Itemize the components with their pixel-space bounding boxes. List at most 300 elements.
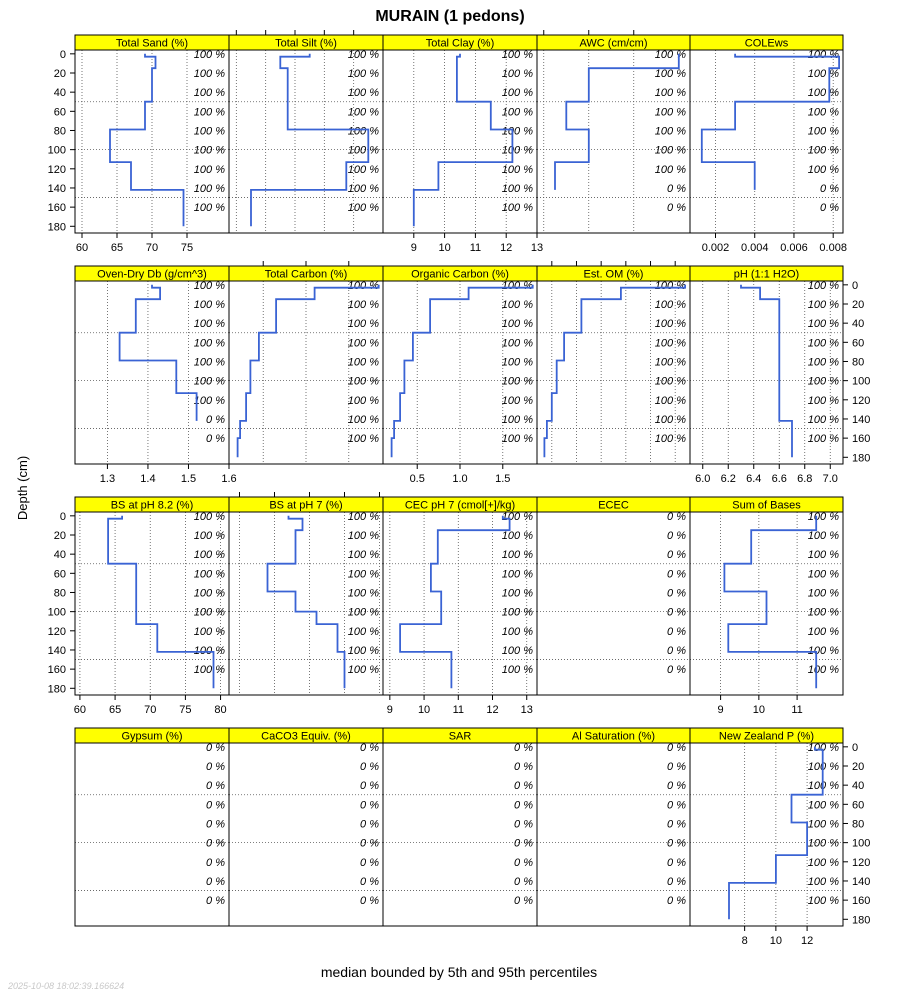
panel-ecec	[537, 497, 690, 695]
pct-label: 100 %	[347, 163, 379, 176]
panel-strip-label: BS at pH 7 (%)	[269, 499, 343, 512]
pct-label: 100 %	[807, 587, 839, 600]
panel-sar	[383, 728, 537, 926]
pct-label: 100 %	[807, 375, 839, 388]
pct-label: 100 %	[501, 318, 533, 331]
median-line	[414, 54, 513, 227]
pct-label: 0 %	[206, 433, 225, 446]
pct-label: 0 %	[514, 741, 533, 754]
pct-label: 0 %	[360, 818, 379, 831]
y-tick-label: 160	[852, 433, 871, 446]
pct-label: 0 %	[514, 818, 533, 831]
x-tick-label: 9	[717, 704, 724, 716]
pct-label: 100 %	[347, 337, 379, 350]
pct-label: 100 %	[347, 48, 379, 61]
panel-organic-carbon	[383, 266, 537, 485]
x-tick-label: 12	[800, 935, 814, 947]
panel-strip-label: ECEC	[598, 499, 629, 512]
pct-label: 100 %	[347, 298, 379, 311]
pct-label: 0 %	[820, 182, 839, 195]
pct-label: 100 %	[347, 664, 379, 677]
pct-label: 100 %	[654, 298, 686, 311]
pct-label: 0 %	[514, 837, 533, 850]
panel-oven-dry-db-g-cm-3	[75, 266, 237, 485]
pct-label: 100 %	[807, 163, 839, 176]
pct-label: 0 %	[360, 875, 379, 888]
pct-label: 100 %	[193, 337, 225, 350]
pct-label: 100 %	[501, 106, 533, 119]
pct-label: 0 %	[206, 413, 225, 426]
x-tick-label: 1.6	[221, 473, 237, 485]
pct-label: 100 %	[501, 510, 533, 523]
depth-axis-row-1	[843, 280, 870, 464]
x-tick-label: 1.5	[180, 473, 197, 485]
pct-label: 100 %	[347, 587, 379, 600]
y-tick-label: 160	[852, 895, 871, 908]
pct-label: 0 %	[206, 780, 225, 793]
x-tick-label: 6.4	[746, 473, 762, 485]
pct-label: 100 %	[193, 606, 225, 619]
pct-label: 0 %	[667, 510, 686, 523]
pct-label: 100 %	[347, 375, 379, 388]
x-tick-label: 60	[75, 242, 89, 254]
y-tick-label: 160	[47, 202, 66, 215]
panel-new-zealand-p	[690, 728, 843, 947]
y-tick-label: 120	[852, 856, 871, 869]
pct-label: 100 %	[807, 529, 839, 542]
y-tick-label: 20	[53, 67, 66, 80]
pct-label: 100 %	[654, 433, 686, 446]
pct-label: 100 %	[807, 279, 839, 292]
pct-label: 100 %	[807, 875, 839, 888]
y-tick-label: 120	[47, 625, 66, 638]
panel-strip-label: CEC pH 7 (cmol[+]/kg)	[404, 499, 516, 512]
pct-label: 100 %	[193, 356, 225, 369]
x-tick-label: 13	[520, 704, 533, 716]
pct-label: 0 %	[667, 664, 686, 677]
panel-strip-label: SAR	[448, 730, 472, 743]
pct-label: 100 %	[193, 394, 225, 407]
pct-label: 0 %	[667, 182, 686, 195]
pct-label: 100 %	[654, 67, 686, 80]
pct-label: 100 %	[654, 106, 686, 119]
pct-label: 0 %	[360, 837, 379, 850]
panel-grid	[48, 30, 871, 947]
pct-label: 100 %	[654, 279, 686, 292]
pct-label: 100 %	[347, 87, 379, 100]
x-tick-label: 10	[417, 704, 431, 716]
panel-strip-label: Gypsum (%)	[121, 730, 183, 743]
panel-ph-1-1-h2o	[690, 266, 843, 485]
pct-label: 100 %	[807, 298, 839, 311]
panel-strip-label: CaCO3 Equiv. (%)	[261, 730, 351, 743]
pct-label: 100 %	[807, 106, 839, 119]
pct-label: 0 %	[667, 837, 686, 850]
y-tick-label: 60	[852, 337, 865, 350]
pct-label: 100 %	[501, 48, 533, 61]
y-tick-label: 40	[852, 318, 865, 331]
pct-label: 100 %	[654, 163, 686, 176]
pct-label: 0 %	[206, 741, 225, 754]
panel-strip-label: Oven-Dry Db (g/cm^3)	[97, 268, 207, 281]
pct-label: 0 %	[206, 837, 225, 850]
y-tick-label: 120	[852, 394, 871, 407]
x-tick-label: 70	[144, 704, 157, 716]
pct-label: 0 %	[360, 895, 379, 908]
pct-label: 0 %	[514, 780, 533, 793]
y-tick-label: 180	[47, 221, 66, 234]
pct-label: 100 %	[193, 529, 225, 542]
pct-label: 0 %	[667, 529, 686, 542]
pct-label: 100 %	[807, 87, 839, 100]
pct-label: 100 %	[807, 394, 839, 407]
pct-label: 100 %	[807, 606, 839, 619]
pct-label: 0 %	[820, 202, 839, 215]
pct-label: 0 %	[667, 895, 686, 908]
pct-label: 100 %	[347, 279, 379, 292]
y-tick-label: 0	[59, 510, 66, 523]
pct-label: 100 %	[807, 510, 839, 523]
panel-strip-label: AWC (cm/cm)	[579, 37, 648, 50]
pct-label: 0 %	[667, 856, 686, 869]
pct-label: 100 %	[193, 568, 225, 581]
pct-label: 100 %	[654, 413, 686, 426]
pct-label: 0 %	[206, 818, 225, 831]
median-line	[120, 285, 197, 421]
panel-strip-label: COLEws	[744, 37, 789, 50]
x-tick-label: 11	[452, 704, 464, 716]
x-tick-label: 0.5	[409, 473, 425, 485]
x-tick-label: 1.4	[140, 473, 156, 485]
pct-label: 100 %	[193, 48, 225, 61]
pct-label: 100 %	[654, 318, 686, 331]
y-tick-label: 40	[852, 780, 865, 793]
pct-label: 0 %	[667, 799, 686, 812]
pct-label: 100 %	[501, 644, 533, 657]
panel-bs-at-ph-7	[229, 492, 383, 695]
pct-label: 100 %	[347, 356, 379, 369]
pct-label: 100 %	[193, 125, 225, 138]
pct-label: 100 %	[654, 87, 686, 100]
pct-label: 100 %	[347, 644, 379, 657]
pct-label: 0 %	[667, 741, 686, 754]
pct-label: 100 %	[654, 356, 686, 369]
x-tick-label: 60	[73, 704, 87, 716]
pct-label: 100 %	[193, 87, 225, 100]
pct-label: 100 %	[501, 202, 533, 215]
pct-label: 100 %	[501, 568, 533, 581]
y-tick-label: 180	[47, 683, 66, 696]
x-tick-label: 70	[145, 242, 159, 254]
y-tick-label: 100	[47, 606, 66, 619]
pct-label: 100 %	[501, 394, 533, 407]
pct-label: 0 %	[667, 202, 686, 215]
y-tick-label: 60	[53, 568, 66, 581]
pct-label: 100 %	[193, 644, 225, 657]
depth-axis-row-3	[843, 742, 870, 926]
pct-label: 100 %	[193, 510, 225, 523]
pct-label: 0 %	[514, 760, 533, 773]
pct-label: 100 %	[347, 182, 379, 195]
pct-label: 100 %	[501, 298, 533, 311]
pct-label: 100 %	[654, 337, 686, 350]
pct-label: 100 %	[501, 433, 533, 446]
pct-label: 100 %	[807, 780, 839, 793]
pct-label: 100 %	[807, 337, 839, 350]
x-tick-label: 0.008	[819, 242, 847, 254]
pct-label: 100 %	[193, 625, 225, 638]
pct-label: 100 %	[654, 375, 686, 388]
x-tick-label: 10	[752, 704, 765, 716]
pct-label: 0 %	[514, 895, 533, 908]
x-tick-label: 75	[179, 704, 192, 716]
pct-label: 100 %	[501, 529, 533, 542]
pct-label: 100 %	[501, 606, 533, 619]
pct-label: 0 %	[667, 875, 686, 888]
panel-strip-label: Total Carbon (%)	[264, 268, 348, 281]
x-axis-caption: median bounded by 5th and 95th percentiles	[320, 964, 598, 980]
x-tick-label: 8	[741, 935, 748, 947]
x-tick-label: 11	[791, 704, 803, 716]
pct-label: 100 %	[347, 549, 379, 562]
x-tick-label: 0.006	[780, 242, 808, 254]
pct-label: 100 %	[807, 549, 839, 562]
depth-axis-row-2	[48, 511, 75, 695]
pct-label: 0 %	[667, 606, 686, 619]
pct-label: 0 %	[360, 760, 379, 773]
pct-label: 100 %	[654, 125, 686, 138]
pct-label: 0 %	[667, 818, 686, 831]
pct-label: 100 %	[347, 394, 379, 407]
pct-label: 100 %	[501, 356, 533, 369]
y-tick-label: 140	[47, 182, 66, 195]
panel-sum-of-bases	[690, 497, 843, 716]
y-tick-label: 180	[852, 914, 871, 927]
panel-strip-label: Total Clay (%)	[425, 37, 495, 50]
y-tick-label: 60	[852, 799, 865, 812]
pct-label: 100 %	[654, 48, 686, 61]
y-tick-label: 140	[47, 644, 66, 657]
pct-label: 100 %	[347, 606, 379, 619]
pct-label: 0 %	[206, 895, 225, 908]
y-tick-label: 60	[53, 106, 66, 119]
figure-title: MURAIN (1 pedons)	[375, 8, 525, 25]
pct-label: 100 %	[807, 568, 839, 581]
panel-cec-ph-7-cmol-kg	[383, 497, 537, 716]
y-tick-label: 0	[59, 48, 66, 61]
x-tick-label: 65	[110, 242, 124, 254]
panel-total-sand	[75, 35, 229, 254]
y-tick-label: 140	[852, 413, 871, 426]
pct-label: 100 %	[807, 837, 839, 850]
panel-awc-cm-cm	[537, 30, 690, 233]
timestamp: 2025-10-08 18:02:39.166624	[8, 981, 125, 991]
pct-label: 100 %	[501, 375, 533, 388]
pct-label: 100 %	[807, 895, 839, 908]
pct-label: 100 %	[193, 182, 225, 195]
pct-label: 100 %	[501, 337, 533, 350]
pct-label: 100 %	[347, 125, 379, 138]
y-tick-label: 40	[53, 87, 66, 100]
pct-label: 100 %	[193, 587, 225, 600]
pct-label: 100 %	[347, 568, 379, 581]
panel-strip-label: Total Silt (%)	[275, 37, 337, 50]
y-tick-label: 80	[852, 818, 865, 831]
y-tick-label: 140	[852, 875, 871, 888]
x-tick-label: 6.2	[720, 473, 736, 485]
pct-label: 100 %	[501, 67, 533, 80]
x-tick-label: 6.0	[695, 473, 711, 485]
x-tick-label: 75	[180, 242, 194, 254]
panel-strip-label: pH (1:1 H2O)	[733, 268, 800, 281]
y-tick-label: 120	[47, 163, 66, 176]
panel-total-carbon	[229, 261, 383, 464]
x-tick-label: 6.6	[771, 473, 787, 485]
median-line	[741, 285, 792, 458]
y-axis-label: Depth (cm)	[15, 455, 30, 521]
panel-strip-label: Total Sand (%)	[115, 37, 189, 50]
pct-label: 100 %	[347, 318, 379, 331]
pct-label: 100 %	[501, 182, 533, 195]
pct-label: 100 %	[501, 549, 533, 562]
x-tick-label: 7.0	[822, 473, 838, 485]
panel-strip-label: BS at pH 8.2 (%)	[110, 499, 194, 512]
y-tick-label: 180	[852, 452, 871, 465]
panel-total-silt	[229, 30, 383, 233]
y-tick-label: 80	[53, 587, 66, 600]
panel-strip-label: Est. OM (%)	[583, 268, 644, 281]
pct-label: 0 %	[667, 549, 686, 562]
panel-strip-label: Sum of Bases	[732, 499, 801, 512]
pct-label: 100 %	[193, 549, 225, 562]
x-tick-label: 10	[769, 935, 782, 947]
x-tick-label: 13	[530, 242, 544, 254]
pct-label: 0 %	[514, 856, 533, 869]
y-tick-label: 160	[47, 664, 66, 677]
panel-strip-label: New Zealand P (%)	[718, 730, 815, 743]
pct-label: 0 %	[206, 875, 225, 888]
pct-label: 100 %	[347, 625, 379, 638]
pct-label: 100 %	[193, 144, 225, 157]
pct-label: 100 %	[807, 741, 839, 754]
pct-label: 100 %	[501, 413, 533, 426]
pct-label: 100 %	[347, 433, 379, 446]
y-tick-label: 100	[852, 837, 871, 850]
pct-label: 0 %	[667, 625, 686, 638]
pct-label: 100 %	[807, 413, 839, 426]
pct-label: 100 %	[193, 279, 225, 292]
x-tick-label: 65	[108, 704, 122, 716]
pct-label: 100 %	[193, 318, 225, 331]
x-tick-label: 0.004	[740, 242, 769, 254]
x-tick-label: 9	[386, 704, 393, 716]
panel-est-om	[537, 261, 690, 464]
pct-label: 100 %	[347, 106, 379, 119]
y-tick-label: 100	[852, 375, 871, 388]
y-tick-label: 0	[852, 279, 859, 292]
median-line	[400, 516, 510, 689]
panel-bs-at-ph-8-2	[74, 497, 229, 716]
panel-caco3-equiv	[229, 728, 383, 926]
x-tick-label: 1.3	[99, 473, 116, 485]
pct-label: 0 %	[360, 741, 379, 754]
median-line	[724, 516, 816, 689]
pct-label: 0 %	[206, 856, 225, 869]
pct-label: 100 %	[807, 644, 839, 657]
pct-label: 100 %	[501, 163, 533, 176]
pct-label: 100 %	[193, 664, 225, 677]
pct-label: 100 %	[501, 625, 533, 638]
pct-label: 100 %	[807, 48, 839, 61]
x-tick-label: 11	[469, 242, 482, 254]
pct-label: 100 %	[501, 664, 533, 677]
pct-label: 0 %	[360, 780, 379, 793]
y-tick-label: 80	[852, 356, 865, 369]
pct-label: 0 %	[667, 587, 686, 600]
y-tick-label: 0	[852, 741, 859, 754]
pct-label: 100 %	[347, 413, 379, 426]
pct-label: 100 %	[193, 298, 225, 311]
panel-strip-label: Al Saturation (%)	[571, 730, 656, 743]
pct-label: 100 %	[807, 625, 839, 638]
pct-label: 0 %	[360, 856, 379, 869]
median-line	[110, 54, 184, 227]
x-tick-label: 10	[438, 242, 451, 254]
pct-label: 100 %	[193, 163, 225, 176]
pct-label: 100 %	[193, 106, 225, 119]
pct-label: 100 %	[193, 67, 225, 80]
pct-label: 100 %	[347, 529, 379, 542]
pct-label: 100 %	[807, 433, 839, 446]
pct-label: 0 %	[514, 875, 533, 888]
x-tick-label: 80	[214, 704, 227, 716]
panel-total-clay	[383, 35, 543, 254]
pct-label: 100 %	[807, 818, 839, 831]
pct-label: 100 %	[347, 144, 379, 157]
pct-label: 0 %	[206, 760, 225, 773]
pct-label: 100 %	[807, 856, 839, 869]
panel-gypsum	[75, 728, 229, 926]
pct-label: 100 %	[347, 202, 379, 215]
x-tick-label: 0.002	[701, 242, 730, 254]
panel-colews	[690, 35, 847, 254]
y-tick-label: 20	[852, 298, 865, 311]
pct-label: 100 %	[501, 125, 533, 138]
x-tick-label: 9	[410, 242, 417, 254]
pct-label: 100 %	[807, 67, 839, 80]
pct-label: 100 %	[347, 67, 379, 80]
pct-label: 100 %	[807, 760, 839, 773]
y-tick-label: 40	[53, 549, 66, 562]
pct-label: 0 %	[667, 760, 686, 773]
pct-label: 0 %	[667, 644, 686, 657]
x-tick-label: 6.8	[797, 473, 813, 485]
y-tick-label: 100	[47, 144, 66, 157]
pct-label: 100 %	[807, 356, 839, 369]
panel-strip-label: Organic Carbon (%)	[411, 268, 509, 281]
pct-label: 100 %	[807, 144, 839, 157]
pct-label: 0 %	[667, 780, 686, 793]
x-tick-label: 1.0	[452, 473, 468, 485]
pct-label: 100 %	[807, 664, 839, 677]
median-line	[268, 516, 345, 689]
depth-axis-row-0	[48, 49, 75, 233]
pct-label: 0 %	[206, 799, 225, 812]
pct-label: 100 %	[193, 375, 225, 388]
pct-label: 100 %	[807, 318, 839, 331]
pct-label: 100 %	[347, 510, 379, 523]
y-tick-label: 20	[852, 760, 865, 773]
